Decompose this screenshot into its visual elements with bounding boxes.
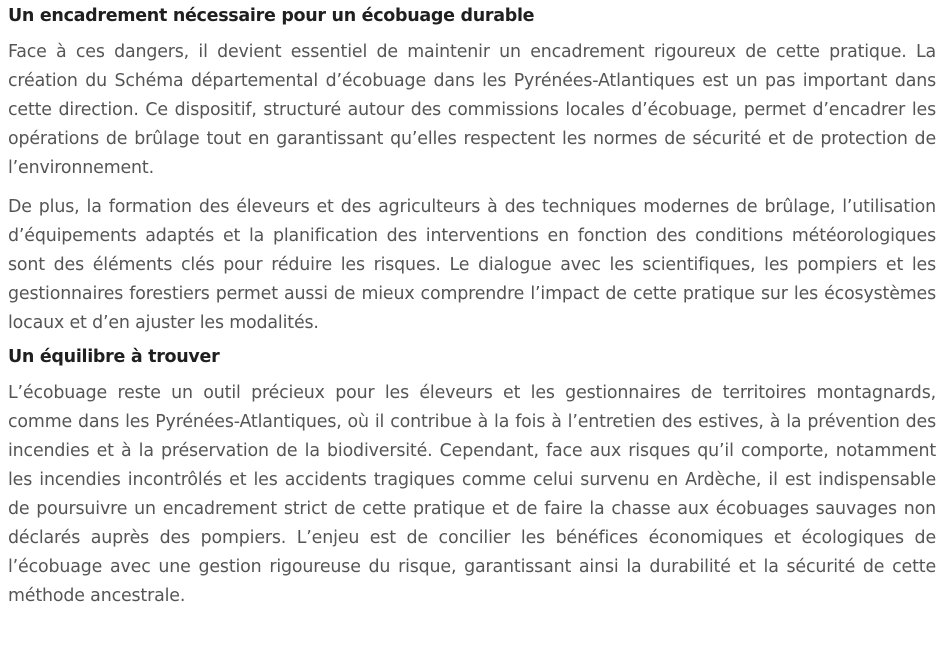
paragraph: De plus, la formation des éleveurs et des agriculteurs à des techniques modernes de brûlage, l’utilisation d’équipements adaptés et la planification des interventions en fonction des conditions météorologiques sont des éléments clés pour réduire les risques. Le dialogue avec les scientifiques, les pompiers et les gestionnaires forestiers permet aussi de mieux comprendre l’impact de cette pratique sur les écosystèmes locaux et d’en ajuster les modalités. <box>8 197 936 333</box>
section-heading: Un équilibre à trouver <box>8 347 220 367</box>
section-heading: Un encadrement nécessaire pour un écobuage durable <box>8 6 535 26</box>
article-body <box>8 0 936 611</box>
paragraph: Face à ces dangers, il devient essentiel de maintenir un encadrement rigoureux de cette pratique. La création du Schéma départemental d’écobuage dans les Pyrénées-Atlantiques est un pas important dans cette direction. Ce dispositif, structuré autour des commissions locales d’écobuage, permet d’encadrer les opérations de brûlage tout en garantissant qu’elles respectent les normes de sécurité et de protection de l’environnement. <box>8 42 936 178</box>
paragraph: L’écobuage reste un outil précieux pour les éleveurs et les gestionnaires de territoires montagnards, comme dans les Pyrénées-Atlantiques, où il contribue à la fois à l’entretien des estives, à la prévention des incendies et à la préservation de la biodiversité. Cependant, face aux risques qu’il comporte, notamment les incendies incontrôlés et les accidents tragiques comme celui survenu en Ardèche, il est indispensable de poursuivre un encadrement strict de cette pratique et de faire la chasse aux écobuages sauvages non déclarés auprès des pompiers. L’enjeu est de concilier les bénéfices économiques et écologiques de l’écobuage avec une gestion rigoureuse du risque, garantissant ainsi la durabilité et la sécurité de cette méthode ancestrale. <box>8 383 936 606</box>
